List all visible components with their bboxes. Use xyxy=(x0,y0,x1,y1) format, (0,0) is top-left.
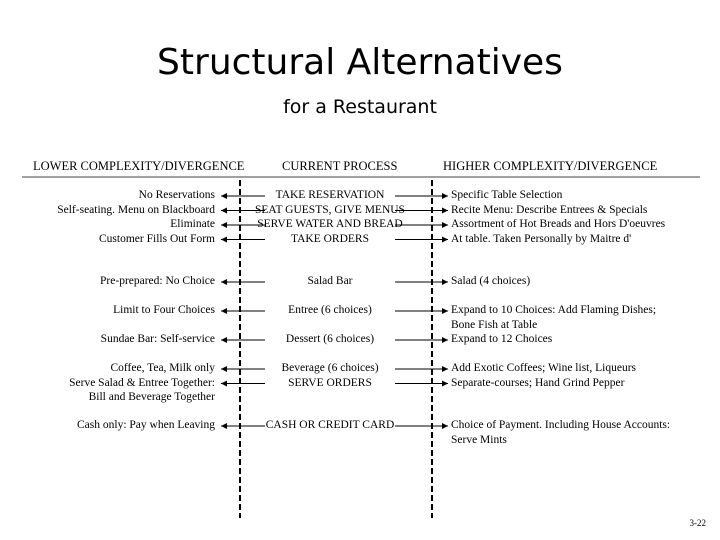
arrow-to-higher-6-1-head xyxy=(442,423,448,429)
lower-option-3 xyxy=(113,303,215,318)
arrow-to-higher-2-1-head xyxy=(442,279,448,285)
higher-option-1-line: At table. Taken Personally by Maitre d' xyxy=(451,232,632,245)
current-step-6 xyxy=(230,418,430,433)
higher-option-1-line: Specific Table Selection xyxy=(451,189,563,201)
header-lower-complexity: LOWER COMPLEXITY/DIVERGENCE xyxy=(33,159,245,173)
arrow-to-lower-5-2-head xyxy=(221,381,227,387)
current-step-1-line: SERVE WATER AND BREAD xyxy=(257,218,403,230)
arrow-to-higher-1-2-head xyxy=(442,208,448,214)
arrow-to-higher-5-1-head xyxy=(442,366,448,372)
lower-option-6 xyxy=(77,418,215,433)
higher-option-1-line: Recite Menu: Describe Entrees & Specials xyxy=(451,203,648,216)
page-title: Structural Alternatives xyxy=(157,42,563,83)
higher-option-3 xyxy=(451,303,656,332)
current-step-5-line: Beverage (6 choices) xyxy=(281,362,379,374)
current-step-2 xyxy=(230,274,430,289)
current-step-4-line: Dessert (6 choices) xyxy=(285,333,375,345)
current-step-2-line: Salad Bar xyxy=(307,275,353,287)
higher-option-5-line: Separate-courses; Hand Grind Pepper xyxy=(451,376,625,389)
lower-option-1-line: Self-seating. Menu on Blackboard xyxy=(57,203,215,216)
higher-option-1 xyxy=(451,188,665,246)
current-step-3-line: Entree (6 choices) xyxy=(288,304,372,316)
lower-option-5-line: Serve Salad & Entree Together: xyxy=(69,376,215,389)
lower-option-1-line: Customer Fills Out Form xyxy=(99,232,215,245)
lower-option-4 xyxy=(101,332,215,347)
lower-option-5 xyxy=(69,361,215,405)
arrow-to-higher-4-1-head xyxy=(442,337,448,343)
lower-option-4-line: Sundae Bar: Self-service xyxy=(100,333,215,345)
lower-option-5-line: Coffee, Tea, Milk only xyxy=(110,362,215,374)
higher-option-4 xyxy=(451,332,552,347)
arrow-to-higher-5-2-head xyxy=(442,381,448,387)
header-current-process: CURRENT PROCESS xyxy=(282,159,398,173)
header-higher-complexity: HIGHER COMPLEXITY/DIVERGENCE xyxy=(443,159,658,173)
higher-option-6 xyxy=(451,418,670,447)
current-step-1-line: TAKE ORDERS xyxy=(291,232,369,245)
arrow-to-lower-4-1-head xyxy=(221,337,227,343)
higher-option-6-line: Serve Mints xyxy=(451,433,507,446)
lower-option-1-line: Eliminate xyxy=(170,218,215,230)
arrow-to-higher-3-1-head xyxy=(442,308,448,314)
higher-option-4-line: Expand to 12 Choices xyxy=(451,333,553,345)
current-step-1 xyxy=(230,188,430,246)
arrow-to-lower-5-1-head xyxy=(221,366,227,372)
page-subtitle: for a Restaurant xyxy=(283,96,437,118)
lower-option-2 xyxy=(100,274,215,289)
current-step-1-line: TAKE RESERVATION xyxy=(275,189,385,201)
higher-option-2-line: Salad (4 choices) xyxy=(451,275,531,287)
higher-option-3-line: Expand to 10 Choices: Add Flaming Dishes; xyxy=(451,304,657,316)
arrow-to-lower-1-2-head xyxy=(221,208,227,214)
arrow-to-lower-1-4-head xyxy=(221,237,227,243)
current-step-5-line: SERVE ORDERS xyxy=(288,376,372,389)
higher-option-3-line: Bone Fish at Table xyxy=(451,318,538,331)
current-step-6-line: CASH OR CREDIT CARD xyxy=(265,419,395,431)
page-number: 3-22 xyxy=(689,518,706,528)
current-step-4 xyxy=(230,332,430,347)
arrow-to-higher-1-1-head xyxy=(442,193,448,199)
arrow-to-lower-1-1-head xyxy=(221,193,227,199)
lower-option-3-line: Limit to Four Choices xyxy=(113,304,215,316)
current-step-1-line: SEAT GUESTS, GIVE MENUS xyxy=(255,203,405,216)
arrow-to-lower-2-1-head xyxy=(221,279,227,285)
lower-option-2-line: Pre-prepared: No Choice xyxy=(100,275,215,287)
higher-option-5-line: Add Exotic Coffees; Wine list, Liqueurs xyxy=(451,362,636,374)
higher-option-6-line: Choice of Payment. Including House Accounts: xyxy=(451,419,671,431)
arrow-to-higher-1-3-head xyxy=(442,222,448,228)
higher-option-5 xyxy=(451,361,636,390)
higher-option-2 xyxy=(451,274,530,289)
lower-option-5-line: Bill and Beverage Together xyxy=(88,391,215,403)
lower-option-6-line: Cash only: Pay when Leaving xyxy=(77,419,215,431)
higher-option-1-line: Assortment of Hot Breads and Hors D'oeuvres xyxy=(451,218,666,230)
lower-option-1 xyxy=(57,188,215,246)
arrow-to-lower-1-3-head xyxy=(221,222,227,228)
current-step-3 xyxy=(230,303,430,318)
arrow-to-higher-1-4-head xyxy=(442,237,448,243)
lower-option-1-line: No Reservations xyxy=(138,189,215,201)
arrow-to-lower-6-1-head xyxy=(221,423,227,429)
current-step-5 xyxy=(230,361,430,390)
arrow-to-lower-3-1-head xyxy=(221,308,227,314)
